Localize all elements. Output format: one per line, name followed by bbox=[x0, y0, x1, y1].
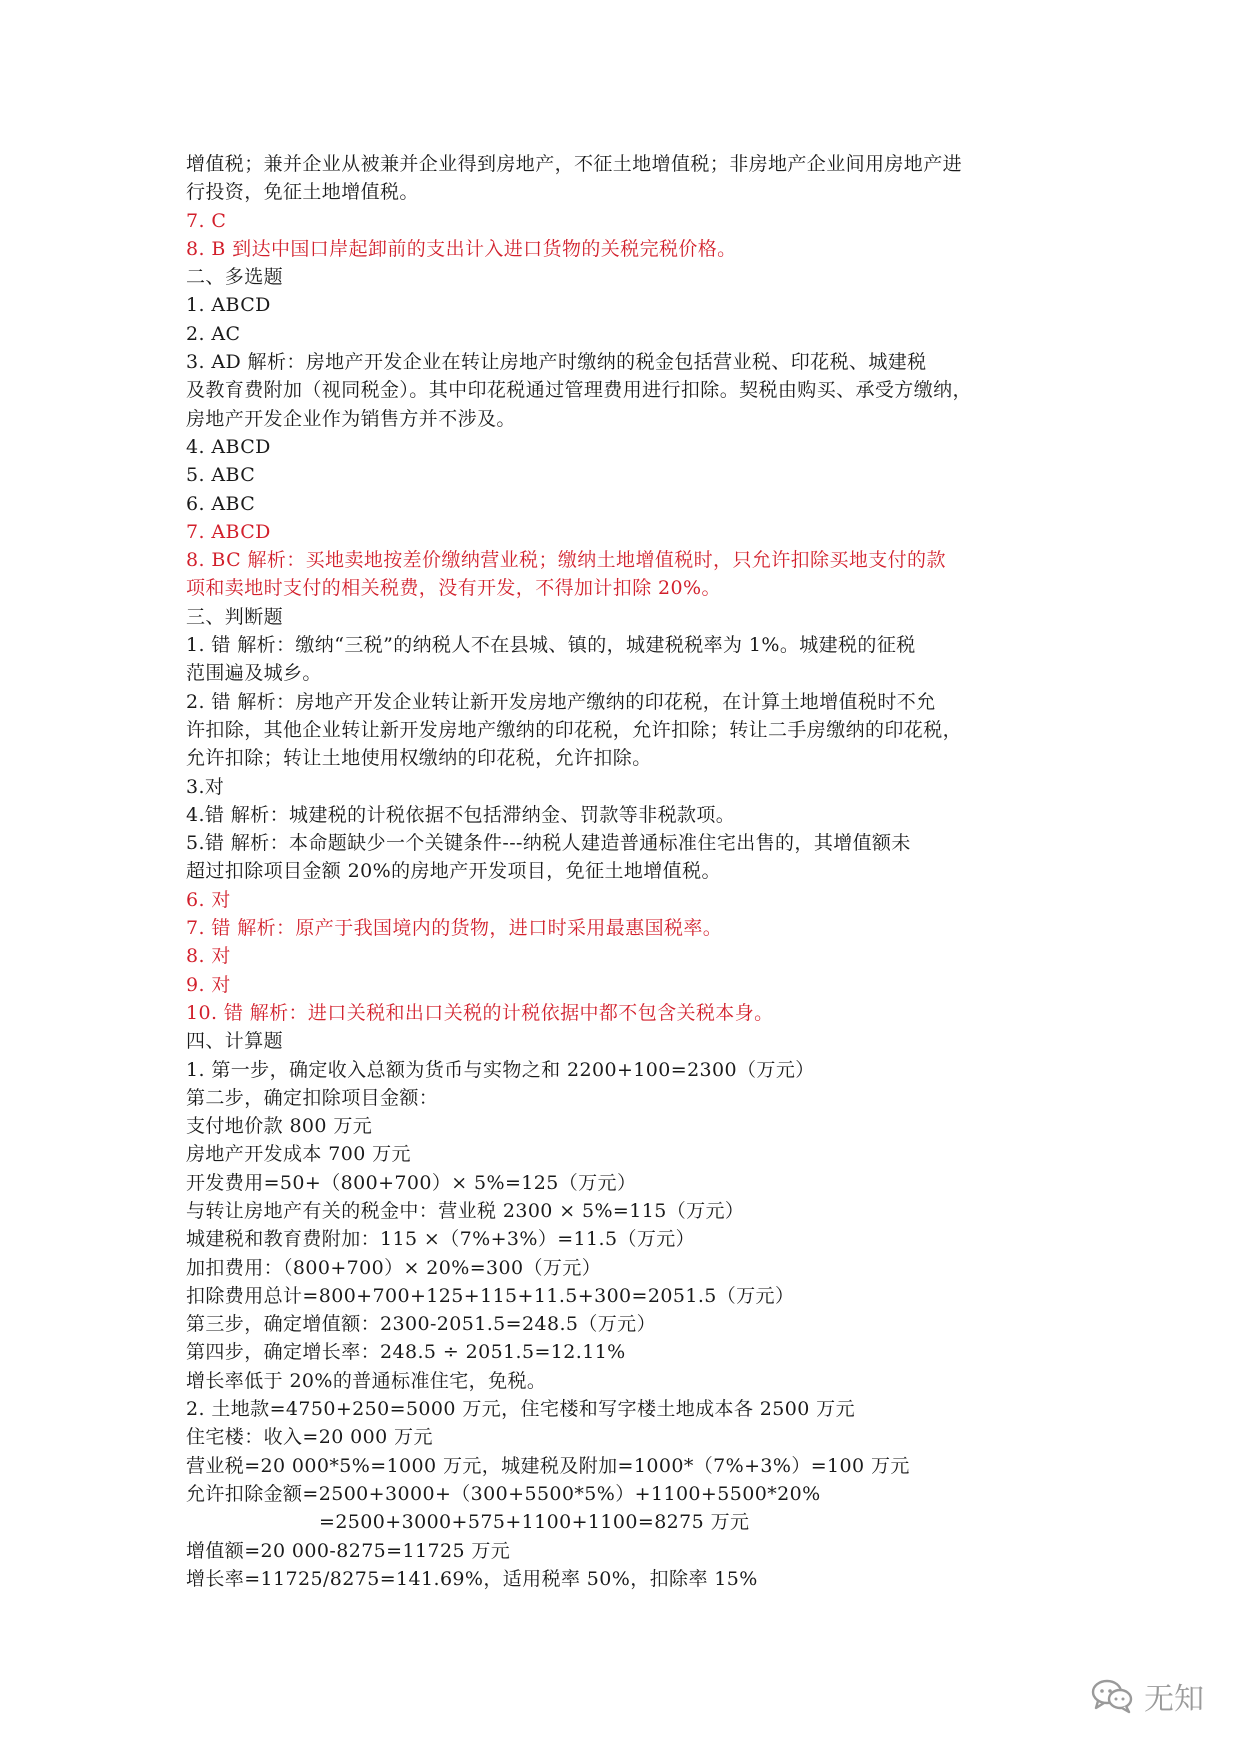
text-line: 4.错 解析：城建税的计税依据不包括滞纳金、罚款等非税款项。 bbox=[186, 803, 736, 826]
text-line: 营业税=20 000*5%=1000 万元，城建税及附加=1000*（7%+3%）=100 万元 bbox=[186, 1454, 910, 1477]
text-line: 及教育费附加（视同税金）。其中印花税通过管理费用进行扣除。契税由购买、承受方缴纳， bbox=[186, 379, 972, 402]
watermark bbox=[1090, 1674, 1204, 1718]
text-line: =2500+3000+575+1100+1100=8275 万元 bbox=[319, 1511, 750, 1534]
text-line: 增值额=20 000-8275=11725 万元 bbox=[186, 1539, 511, 1562]
text-line: 8. 对 bbox=[186, 945, 231, 968]
text-line: 10. 错 解析：进口关税和出口关税的计税依据中都不包含关税本身。 bbox=[186, 1001, 774, 1024]
text-line: 3. AD 解析：房地产开发企业在转让房地产时缴纳的税金包括营业税、印花税、城建税 bbox=[186, 351, 927, 374]
text-line: 5.错 解析：本命题缺少一个关键条件---纳税人建造普通标准住宅出售的，其增值额未 bbox=[186, 832, 911, 855]
text-line: 5. ABC bbox=[186, 464, 256, 487]
text-line: 2. AC bbox=[186, 322, 241, 345]
text-line: 超过扣除项目金额 20%的房地产开发项目，免征土地增值税。 bbox=[186, 860, 721, 883]
text-line: 城建税和教育费附加：115 ×（7%+3%）=11.5（万元） bbox=[186, 1228, 696, 1251]
chat-bubbles-icon bbox=[1090, 1677, 1136, 1715]
text-line: 行投资，免征土地增值税。 bbox=[186, 181, 419, 204]
text-line: 增值税；兼并企业从被兼并企业得到房地产，不征土地增值税；非房地产企业间用房地产进 bbox=[186, 153, 963, 175]
text-line: 许扣除，其他企业转让新开发房地产缴纳的印花税，允许扣除；转让二手房缴纳的印花税， bbox=[186, 718, 963, 741]
text-line: 三、判断题 bbox=[186, 605, 284, 628]
text-line: 4. ABCD bbox=[186, 435, 271, 458]
watermark-label: 无知 bbox=[1144, 1682, 1204, 1717]
text-line: 6. ABC bbox=[186, 492, 256, 515]
text-line: 房地产开发企业作为销售方并不涉及。 bbox=[186, 407, 516, 430]
text-line: 第三步，确定增值额：2300-2051.5=248.5（万元） bbox=[186, 1313, 656, 1336]
text-line: 四、计算题 bbox=[186, 1030, 284, 1053]
text-line: 支付地价款 800 万元 bbox=[186, 1115, 373, 1138]
text-line: 加扣费用：（800+700）× 20%=300（万元） bbox=[186, 1256, 602, 1279]
text-line: 范围遍及城乡。 bbox=[186, 662, 322, 685]
text-line: 第四步，确定增长率：248.5 ÷ 2051.5=12.11% bbox=[186, 1341, 626, 1364]
text-line: 增长率低于 20%的普通标准住宅，免税。 bbox=[186, 1369, 547, 1392]
text-line: 2. 土地款=4750+250=5000 万元，住宅楼和写字楼土地成本各 2500 万元 bbox=[186, 1398, 855, 1421]
text-line: 与转让房地产有关的税金中：营业税 2300 × 5%=115（万元） bbox=[186, 1199, 745, 1222]
text-line: 3.对 bbox=[186, 775, 225, 798]
text-line: 扣除费用总计=800+700+125+115+11.5+300=2051.5（万元） bbox=[186, 1284, 795, 1307]
text-line: 允许扣除；转让土地使用权缴纳的印花税，允许扣除。 bbox=[186, 747, 652, 770]
text-line: 9. 对 bbox=[186, 973, 231, 996]
text-line: 1. 第一步，确定收入总额为货币与实物之和 2200+100=2300（万元） bbox=[186, 1058, 815, 1081]
text-line: 住宅楼：收入=20 000 万元 bbox=[186, 1426, 433, 1449]
text-line: 6. 对 bbox=[186, 888, 231, 911]
text-line: 项和卖地时支付的相关税费，没有开发，不得加计扣除 20%。 bbox=[186, 577, 721, 600]
document-body bbox=[186, 150, 1066, 1593]
text-line: 2. 错 解析：房地产开发企业转让新开发房地产缴纳的印花税，在计算土地增值税时不允 bbox=[186, 690, 936, 713]
text-line: 增长率=11725/8275=141.69%，适用税率 50%，扣除率 15% bbox=[186, 1567, 758, 1590]
text-line: 8. B 到达中国口岸起卸前的支出计入进口货物的关税完税价格。 bbox=[186, 237, 737, 260]
text-line: 7. ABCD bbox=[186, 520, 271, 543]
text-line: 7. C bbox=[186, 209, 227, 232]
text-line: 房地产开发成本 700 万元 bbox=[186, 1143, 411, 1166]
text-line: 允许扣除金额=2500+3000+（300+5500*5%）+1100+5500*20% bbox=[186, 1482, 821, 1505]
text-line: 7. 错 解析：原产于我国境内的货物，进口时采用最惠国税率。 bbox=[186, 917, 723, 940]
text-line: 1. 错 解析：缴纳“三税”的纳税人不在县城、镇的，城建税税率为 1%。城建税的征税 bbox=[186, 634, 916, 657]
text-line: 开发费用=50+（800+700）× 5%=125（万元） bbox=[186, 1171, 637, 1194]
text-line: 1. ABCD bbox=[186, 294, 271, 317]
text-line: 8. BC 解析：买地卖地按差价缴纳营业税；缴纳土地增值税时，只允许扣除买地支付的款 bbox=[186, 549, 946, 572]
text-line: 第二步，确定扣除项目金额： bbox=[186, 1086, 439, 1109]
text-line: 二、多选题 bbox=[186, 266, 284, 289]
